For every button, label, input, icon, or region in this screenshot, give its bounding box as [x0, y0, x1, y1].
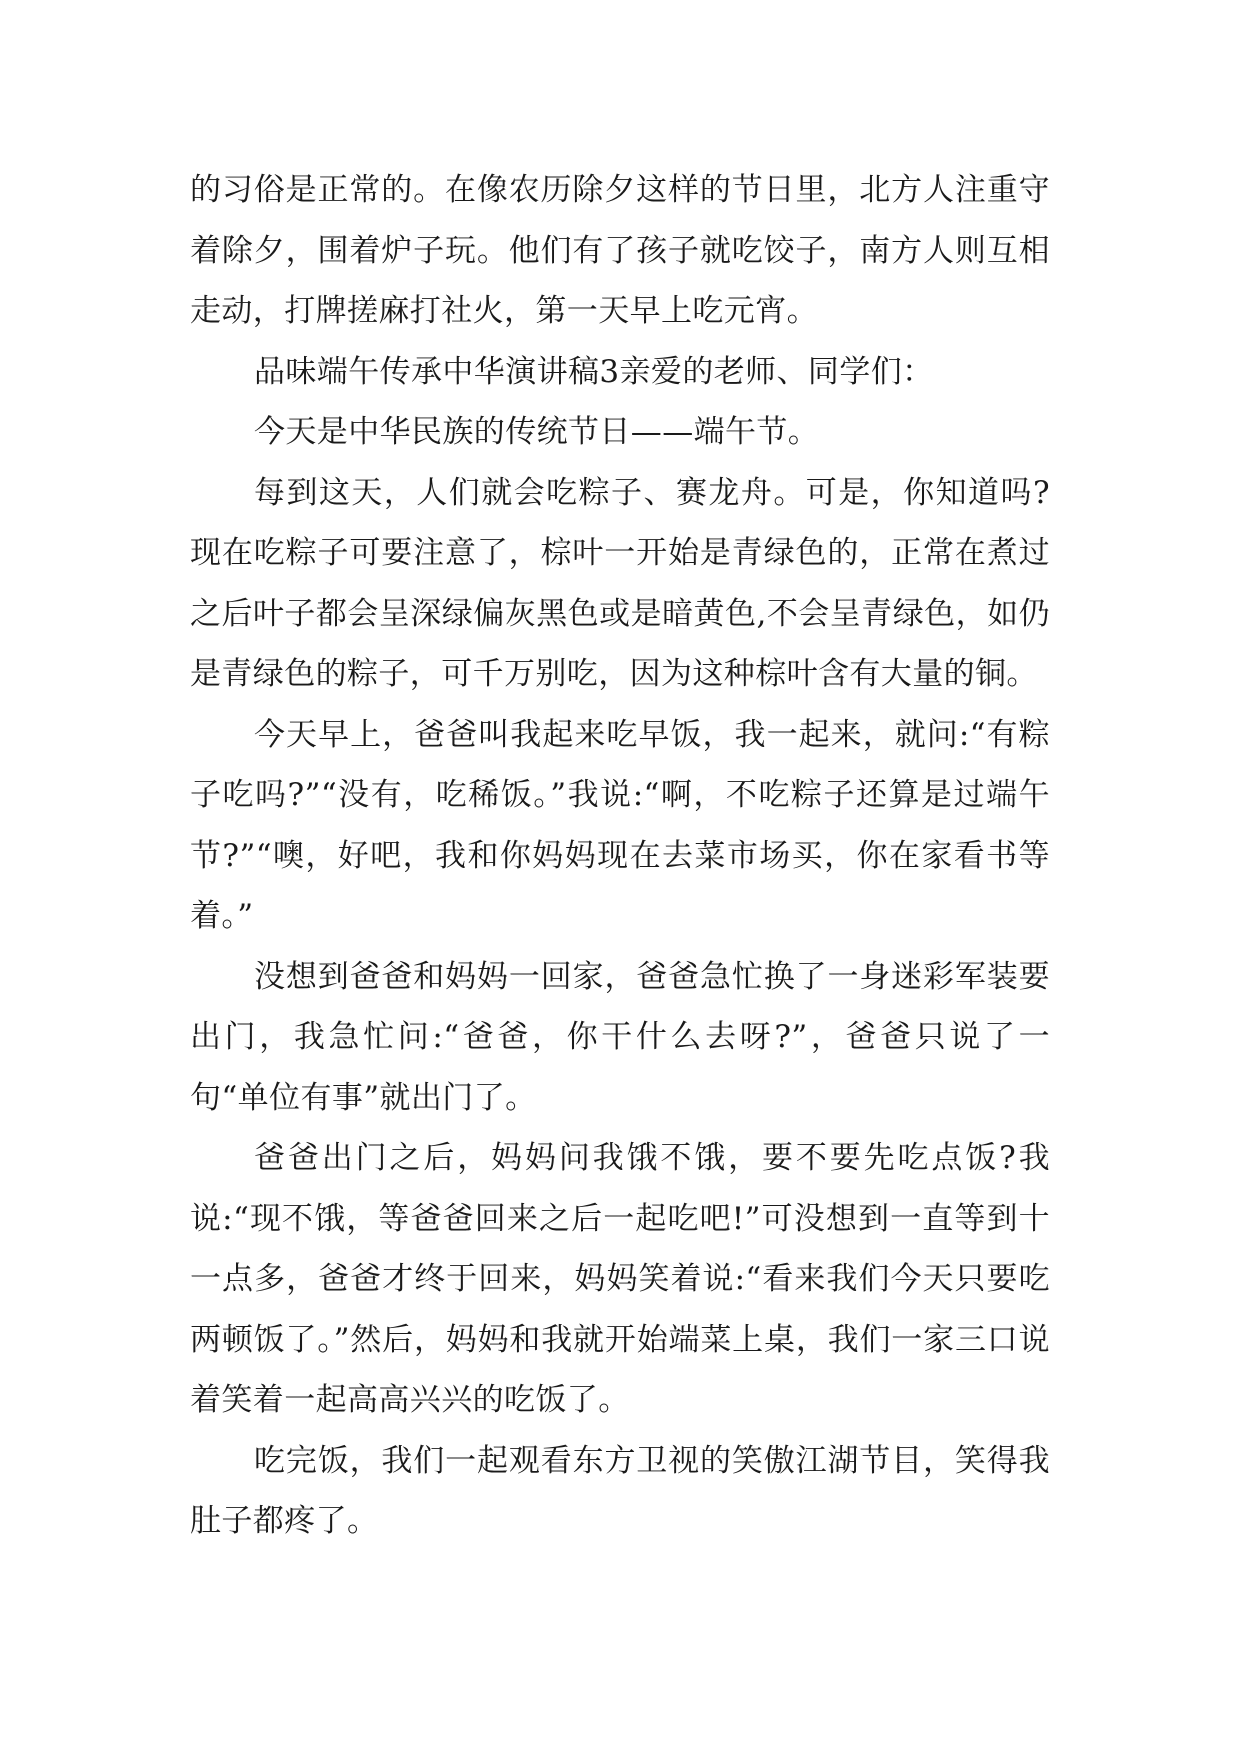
- paragraph-dad-leaves: 没想到爸爸和妈妈一回家，爸爸急忙换了一身迷彩军装要出门，我急忙问:“爸爸，你干什么去呀?”，爸爸只说了一句“单位有事”就出门了。: [190, 958, 1050, 1116]
- paragraph-speech-title: 品味端午传承中华演讲稿3亲爱的老师、同学们：: [254, 353, 934, 390]
- paragraph-zongzi-warning: 每到这天，人们就会吃粽子、赛龙舟。可是，你知道吗?现在吃粽子可要注意了，棕叶一开始是青绿色的，正常在煮过之后叶子都会呈深绿偏灰黑色或是暗黄色,不会呈青绿色，如仍是青绿色的粽子，可千万别吃，因为这种棕叶含有大量的铜。: [190, 474, 1050, 692]
- paragraph-lunch: 爸爸出门之后，妈妈问我饿不饿，要不要先吃点饭?我说:“现不饿，等爸爸回来之后一起吃吧!”可没想到一直等到十一点多，爸爸才终于回来，妈妈笑着说:“看来我们今天只要吃两顿饭了。”然后，妈妈和我就开始端菜上桌，我们一家三口说着笑着一起高高兴兴的吃饭了。: [190, 1140, 1050, 1418]
- paragraph-continuation: 的习俗是正常的。在像农历除夕这样的节日里，北方人注重守着除夕，围着炉子玩。他们有了孩子就吃饺子，南方人则互相走动，打牌搓麻打社火，第一天早上吃元宵。: [190, 172, 1050, 329]
- paragraph-festival-intro: 今天是中华民族的传统节日——端午节。: [254, 414, 820, 450]
- paragraph-tv: 吃完饭，我们一起观看东方卫视的笑傲江湖节目，笑得我肚子都疼了。: [190, 1442, 1050, 1539]
- paragraph-morning: 今天早上，爸爸叫我起来吃早饭，我一起来，就问:“有粽子吃吗?”“没有，吃稀饭。”我说:“啊，不吃粽子还算是过端午节?”“噢，好吧，我和你妈妈现在去菜市场买，你在家看书等着。”: [190, 716, 1050, 934]
- document-body: [190, 160, 1050, 1552]
